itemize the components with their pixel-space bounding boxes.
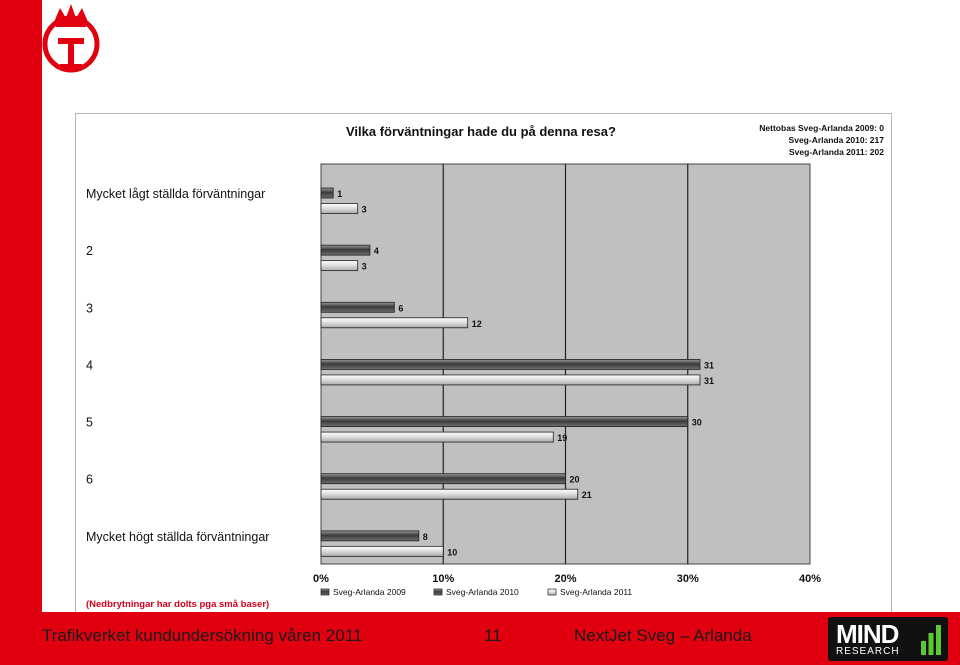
bar xyxy=(321,318,468,328)
page-number: 11 xyxy=(484,626,502,645)
data-label: 1 xyxy=(337,189,343,199)
data-label: 10 xyxy=(447,547,458,558)
trafikverket-crown-logo xyxy=(40,0,102,80)
note-hidden-breakdowns: (Nedbrytningar har dolts pga små baser) xyxy=(86,599,270,610)
data-label: 3 xyxy=(361,261,367,272)
legend-swatch xyxy=(321,589,329,595)
bar xyxy=(321,375,700,385)
mind-logo-word: MIND xyxy=(836,619,899,649)
data-label: 31 xyxy=(703,360,714,371)
data-label: 12 xyxy=(471,318,482,329)
x-tick-label: 30% xyxy=(676,573,699,585)
category-label: 5 xyxy=(86,415,93,430)
category-label: Mycket högt ställda förväntningar xyxy=(86,529,270,544)
left-red-band xyxy=(0,0,42,612)
bar xyxy=(321,489,578,499)
data-label: 3 xyxy=(361,204,367,215)
footer-route: NextJet Sveg – Arlanda xyxy=(574,626,752,645)
category-label: 3 xyxy=(86,301,93,316)
data-label: 31 xyxy=(703,375,714,386)
mind-research-logo xyxy=(828,617,948,661)
data-label: 20 xyxy=(569,474,580,485)
legend-swatch xyxy=(434,589,442,595)
legend-label: Sveg-Arlanda 2011 xyxy=(560,587,633,597)
mind-logo-sub: RESEARCH xyxy=(836,646,900,657)
x-tick-label: 0% xyxy=(313,573,329,585)
footer-title: Trafikverket kundundersökning våren 2011 xyxy=(42,626,363,645)
data-label: 19 xyxy=(557,433,568,444)
bar xyxy=(321,359,700,369)
bar xyxy=(321,302,394,312)
chart-title: Vilka förväntningar hade du på denna resa? xyxy=(346,124,616,139)
x-tick-label: 10% xyxy=(432,573,455,585)
bar xyxy=(321,531,419,541)
bar xyxy=(321,432,553,442)
data-label: 8 xyxy=(422,531,428,542)
nettobas-line-1: Nettobas Sveg-Arlanda 2009: 0 xyxy=(759,123,884,133)
data-label: 4 xyxy=(373,246,379,257)
bar xyxy=(321,546,443,556)
legend-swatch xyxy=(548,589,556,595)
bar-chart-plot xyxy=(76,114,891,612)
category-label: 4 xyxy=(86,358,93,373)
data-label: 21 xyxy=(581,490,592,501)
bar xyxy=(321,417,688,427)
bar xyxy=(321,261,358,271)
data-label: 6 xyxy=(398,303,404,314)
bar xyxy=(321,245,370,255)
category-label: Mycket lågt ställda förväntningar xyxy=(86,187,266,201)
category-label: 2 xyxy=(86,244,93,259)
chart-frame xyxy=(75,113,892,613)
bar xyxy=(321,204,358,214)
bar-chart-icon xyxy=(920,623,942,655)
legend-label: Sveg-Arlanda 2010 xyxy=(446,587,519,597)
category-label: 6 xyxy=(86,472,93,487)
nettobas-line-3: Sveg-Arlanda 2011: 202 xyxy=(789,147,884,157)
bar xyxy=(321,474,566,484)
legend-label: Sveg-Arlanda 2009 xyxy=(333,587,406,597)
x-tick-label: 20% xyxy=(554,573,577,585)
nettobas-line-2: Sveg-Arlanda 2010: 217 xyxy=(788,135,884,145)
footer-bar xyxy=(0,612,960,665)
bar xyxy=(321,188,333,198)
x-tick-label: 40% xyxy=(798,573,822,585)
data-label: 30 xyxy=(691,417,702,428)
